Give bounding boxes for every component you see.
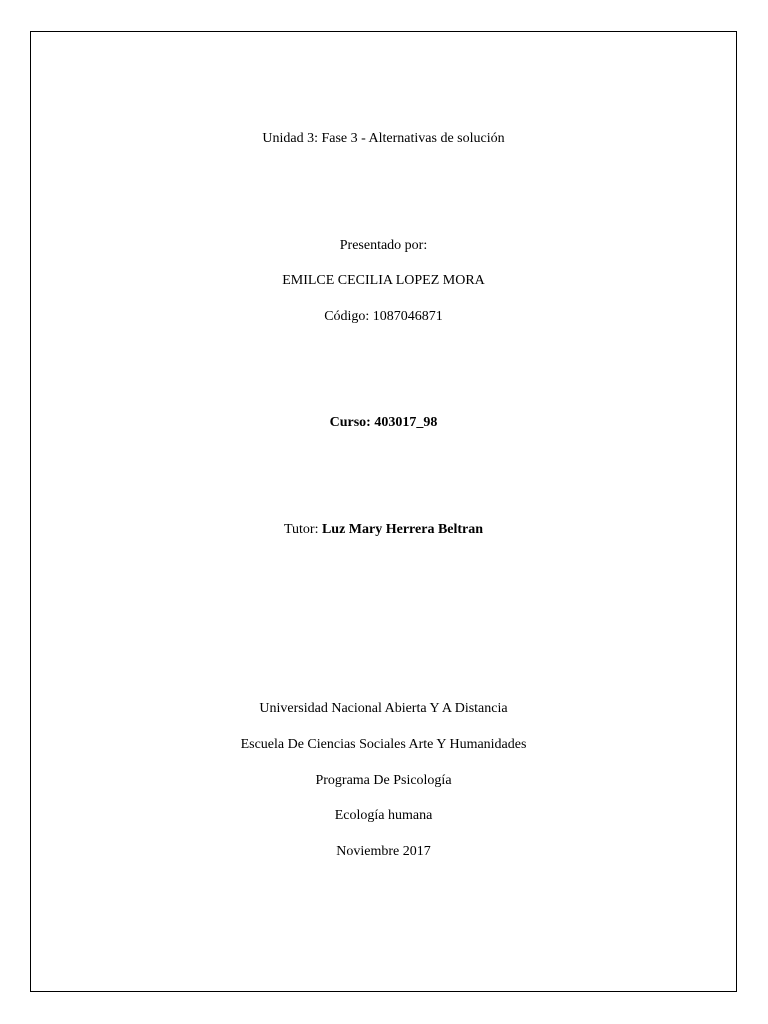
tutor-name: Luz Mary Herrera Beltran xyxy=(321,522,484,537)
author-name: EMILCE CECILIA LOPEZ MORA xyxy=(282,273,485,288)
school-name: Escuela De Ciencias Sociales Arte Y Humanidades xyxy=(240,737,527,752)
document-date: Noviembre 2017 xyxy=(336,844,431,859)
student-code: Código: 1087046871 xyxy=(324,309,443,324)
program-name: Programa De Psicología xyxy=(315,773,452,788)
university-name: Universidad Nacional Abierta Y A Distancia xyxy=(259,701,508,716)
subject-name: Ecología humana xyxy=(334,808,433,823)
document-title: Unidad 3: Fase 3 - Alternativas de solución xyxy=(262,131,505,146)
tutor-label: Tutor: xyxy=(283,522,322,537)
tutor-line xyxy=(31,521,736,539)
presented-by-label: Presentado por: xyxy=(339,238,428,253)
course-code: Curso: 403017_98 xyxy=(329,415,438,430)
document-page xyxy=(30,31,737,992)
